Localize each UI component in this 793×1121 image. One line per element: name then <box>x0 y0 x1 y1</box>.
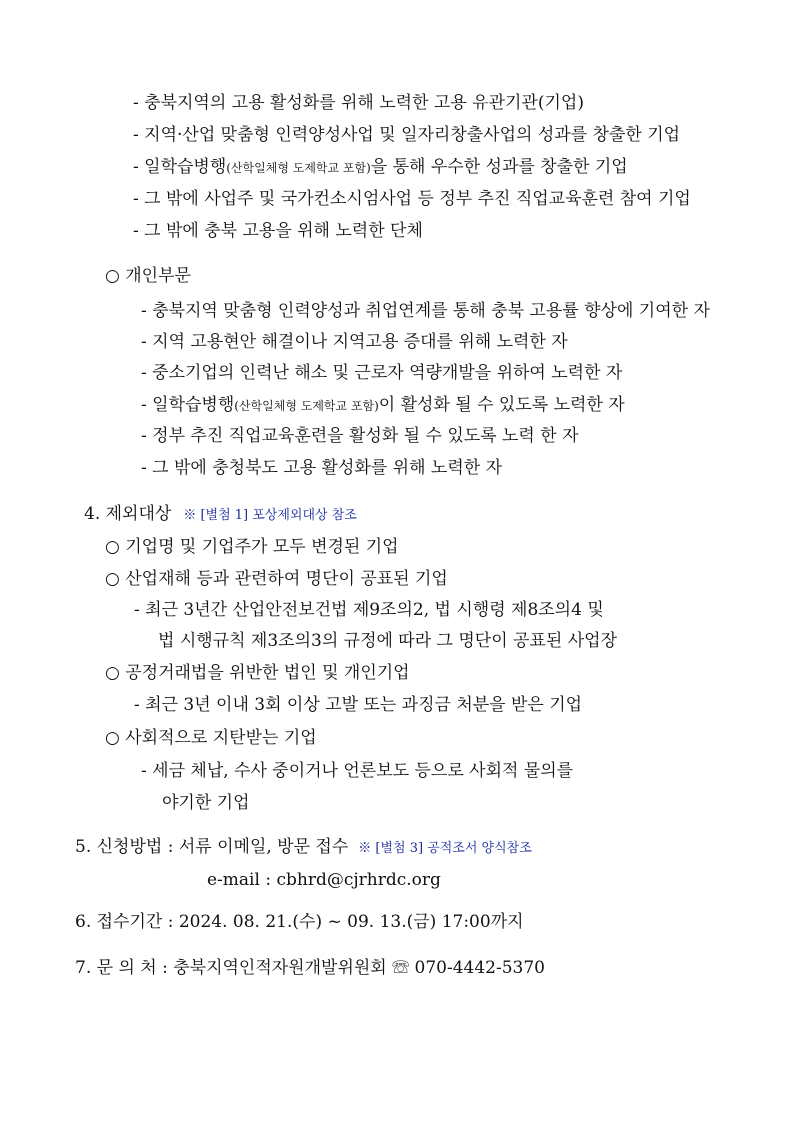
company-criterion-1: - 충북지역의 고용 활성화를 위해 노력한 고용 유관기관(기업) <box>133 93 584 113</box>
application-line <box>75 836 532 860</box>
exclusion-c1: ○ 기업명 및 기업주가 모두 변경된 기업 <box>105 537 399 557</box>
exclusion-c3: ○ 공정거래법을 위반한 법인 및 개인기업 <box>105 663 410 683</box>
exclusion-c4-sub2: 야기한 기업 <box>162 793 250 813</box>
individual-item-4-pre: - 일학습병행 <box>141 395 235 415</box>
exclusion-c2: ○ 산업재해 등과 관련하여 명단이 공표된 기업 <box>105 569 448 589</box>
criterion-3-small: (산학일체형 도제학교 포함) <box>226 161 371 175</box>
exclusion-note: ※ [별첨 1] 포상제외대상 참조 <box>183 508 357 523</box>
individual-item-3: - 중소기업의 인력난 해소 및 근로자 역량개발을 위하여 노력한 자 <box>141 363 623 383</box>
exclusion-c4: ○ 사회적으로 지탄받는 기업 <box>105 728 317 748</box>
individual-item-4 <box>141 394 625 417</box>
individual-item-2: - 지역 고용현안 해결이나 지역고용 증대를 위해 노력한 자 <box>141 332 568 352</box>
company-criterion-4: - 그 밖에 사업주 및 국가컨소시엄사업 등 정부 추진 직업교육훈련 참여 기업 <box>133 189 691 209</box>
company-criterion-2: - 지역·산업 맞춤형 인력양성사업 및 일자리창출사업의 성과를 창출한 기업 <box>133 125 681 145</box>
criterion-3-post: 을 통해 우수한 성과를 창출한 기업 <box>370 157 628 177</box>
exclusion-heading <box>84 503 357 527</box>
company-criterion-5: - 그 밖에 충북 고용을 위해 노력한 단체 <box>133 221 423 241</box>
exclusion-c3-sub: - 최근 3년 이내 3회 이상 고발 또는 과징금 처분을 받은 기업 <box>134 695 583 715</box>
exclusion-c2-sub2: 법 시행규칙 제3조의3의 규정에 따라 그 명단이 공표된 사업장 <box>158 631 617 651</box>
exclusion-c4-sub1: - 세금 체납, 수사 중이거나 언론보도 등으로 사회적 물의를 <box>141 761 574 781</box>
individual-item-4-post: 이 활성화 될 수 있도록 노력한 자 <box>378 395 625 415</box>
individual-item-1: - 충북지역 맞춤형 인력양성과 취업연계를 통해 충북 고용률 향상에 기여한 자 <box>141 301 710 321</box>
individual-item-6: - 그 밖에 충청북도 고용 활성화를 위해 노력한 자 <box>141 458 502 478</box>
application-note: ※ [별첨 3] 공적조서 양식참조 <box>358 841 532 856</box>
application-period: 6. 접수기간 : 2024. 08. 21.(수) ~ 09. 13.(금) 17:00까지 <box>75 912 524 932</box>
individual-heading: ○ 개인부문 <box>105 266 191 286</box>
application-email: e-mail : cbhrd@cjrhrdc.org <box>207 870 441 890</box>
contact-info: 7. 문 의 처 : 충북지역인적자원개발위원회 ☏ 070-4442-5370 <box>75 958 545 978</box>
company-criterion-3 <box>133 156 628 179</box>
individual-item-4-small: (산학일체형 도제학교 포함) <box>234 399 379 413</box>
exclusion-title: 4. 제외대상 <box>84 504 172 524</box>
criterion-3-pre: - 일학습병행 <box>133 157 227 177</box>
exclusion-c2-sub1: - 최근 3년간 산업안전보건법 제9조의2, 법 시행령 제8조의4 및 <box>134 600 604 620</box>
application-label: 5. 신청방법 : 서류 이메일, 방문 접수 <box>75 837 349 857</box>
individual-item-5: - 정부 추진 직업교육훈련을 활성화 될 수 있도록 노력 한 자 <box>141 426 579 446</box>
